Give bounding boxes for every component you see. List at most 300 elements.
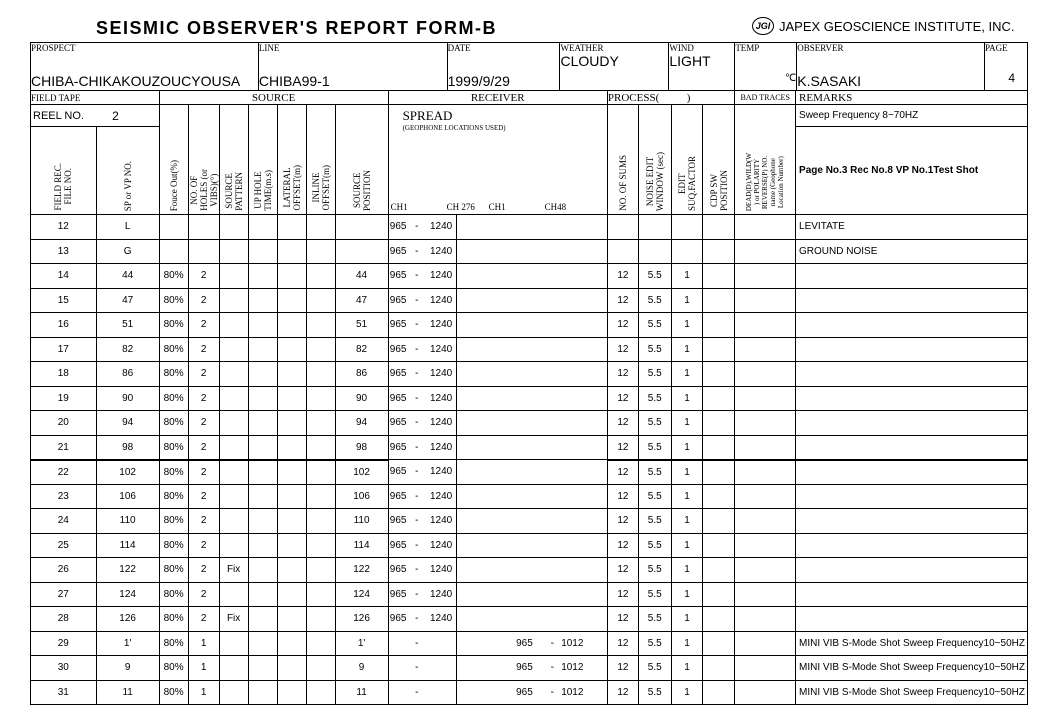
cell-a1: 965 <box>388 533 408 558</box>
cell-x1 <box>457 264 469 289</box>
cell-bad <box>735 460 796 485</box>
cell-a3: 1240 <box>426 337 457 362</box>
cell-force: 80% <box>159 656 188 681</box>
cell-a3: 1240 <box>426 582 457 607</box>
cell-a3 <box>426 680 457 705</box>
cell-sums: 12 <box>607 362 638 387</box>
cell-force: 80% <box>159 558 188 583</box>
cell-b1 <box>503 558 546 583</box>
cell-x4 <box>586 288 607 313</box>
cell-b1 <box>503 239 546 264</box>
company-name: JAPEX GEOSCIENCE INSTITUTE, INC. <box>779 18 1015 34</box>
cell-edit <box>671 239 703 264</box>
cell-b2 <box>546 239 559 264</box>
table-row <box>31 215 1028 240</box>
cell-b2: - <box>546 680 559 705</box>
cell-edit: 1 <box>671 484 703 509</box>
cell-srcpos: 90 <box>335 386 388 411</box>
cell-bad <box>735 313 796 338</box>
cell-sp: 126 <box>96 607 159 632</box>
cell-b2 <box>546 337 559 362</box>
cell-inline <box>306 386 335 411</box>
cell-bad <box>735 484 796 509</box>
cell-x2 <box>469 607 481 632</box>
cell-b3 <box>559 386 586 411</box>
cell-edit <box>671 215 703 240</box>
cell-sp: 94 <box>96 411 159 436</box>
date-value: 1999/9/29 <box>447 73 510 89</box>
source-section-label: SOURCE <box>159 91 388 105</box>
cell-cdp <box>703 411 735 436</box>
cell-x2 <box>469 435 481 460</box>
cell-noise: 5.5 <box>638 656 671 681</box>
field-tape-label: FIELD TAPE <box>31 91 160 105</box>
cell-edit: 1 <box>671 435 703 460</box>
cell-x3 <box>482 239 503 264</box>
cell-edit: 1 <box>671 509 703 534</box>
cell-holes: 2 <box>188 386 219 411</box>
cell-file: 27 <box>31 582 97 607</box>
cell-noise: 5.5 <box>638 558 671 583</box>
cell-sums: 12 <box>607 435 638 460</box>
cell-x4 <box>586 533 607 558</box>
cell-x1 <box>457 484 469 509</box>
cell-inline <box>306 680 335 705</box>
cell-sums: 12 <box>607 656 638 681</box>
cell-x1 <box>457 509 469 534</box>
cell-x2 <box>469 484 481 509</box>
cell-noise: 5.5 <box>638 313 671 338</box>
cell-x1 <box>457 313 469 338</box>
cell-x2 <box>469 631 481 656</box>
weather-cell <box>560 43 669 91</box>
cell-x1 <box>457 631 469 656</box>
cell-sums: 12 <box>607 264 638 289</box>
cell-x1 <box>457 411 469 436</box>
cell-b2 <box>546 484 559 509</box>
cell-x2 <box>469 337 481 362</box>
cell-remark <box>796 558 1028 583</box>
cell-file: 29 <box>31 631 97 656</box>
table-row <box>31 509 1028 534</box>
cell-holes: 1 <box>188 656 219 681</box>
cell-file: 26 <box>31 558 97 583</box>
cell-file: 25 <box>31 533 97 558</box>
cell-holes: 2 <box>188 582 219 607</box>
cell-uphole <box>248 533 277 558</box>
cell-bad <box>735 264 796 289</box>
cell-edit: 1 <box>671 680 703 705</box>
cell-a3: 1240 <box>426 460 457 485</box>
cell-inline <box>306 607 335 632</box>
cell-sp: 11 <box>96 680 159 705</box>
cell-sp: 51 <box>96 313 159 338</box>
sp-header <box>96 127 159 215</box>
cell-pattern <box>219 264 248 289</box>
cell-x3 <box>482 484 503 509</box>
cell-x1 <box>457 558 469 583</box>
cell-inline <box>306 288 335 313</box>
page-note: Page No.3 Rec No.8 VP No.1Test Shot <box>796 127 1028 215</box>
sums-header <box>607 105 638 215</box>
cell-a1: 965 <box>388 435 408 460</box>
cell-lateral <box>277 509 306 534</box>
cell-x2 <box>469 264 481 289</box>
cell-inline <box>306 411 335 436</box>
cell-sums: 12 <box>607 386 638 411</box>
cell-edit: 1 <box>671 411 703 436</box>
cell-uphole <box>248 239 277 264</box>
cell-a2: - <box>408 215 426 240</box>
table-row <box>31 313 1028 338</box>
cell-pattern <box>219 239 248 264</box>
cell-edit: 1 <box>671 288 703 313</box>
cell-file: 15 <box>31 288 97 313</box>
cell-x3 <box>482 337 503 362</box>
page-cell <box>984 43 1027 91</box>
cell-a3: 1240 <box>426 607 457 632</box>
file-header-text: FIELD REC. FILE NO. <box>53 163 74 211</box>
cell-sums: 12 <box>607 582 638 607</box>
cell-lateral <box>277 337 306 362</box>
wind-cell <box>669 43 735 91</box>
cell-holes: 2 <box>188 264 219 289</box>
remarks-label: REMARKS <box>796 91 1028 105</box>
temp-cell <box>735 43 797 91</box>
cell-edit: 1 <box>671 656 703 681</box>
date-label: DATE <box>447 43 471 53</box>
cell-remark <box>796 460 1028 485</box>
table-row <box>31 337 1028 362</box>
cell-remark: MINI VIB S-Mode Shot Sweep Frequency10~50HZ <box>796 680 1028 705</box>
cell-x2 <box>469 656 481 681</box>
cell-uphole <box>248 460 277 485</box>
cell-inline <box>306 337 335 362</box>
cell-b1 <box>503 533 546 558</box>
info-header-table <box>30 42 1028 91</box>
cell-noise <box>638 215 671 240</box>
cell-x1 <box>457 460 469 485</box>
cell-a2: - <box>408 411 426 436</box>
data-rows <box>31 215 1028 705</box>
cell-x2 <box>469 313 481 338</box>
cell-b1 <box>503 411 546 436</box>
cell-a1: 965 <box>388 386 408 411</box>
cell-cdp <box>703 680 735 705</box>
cell-x1 <box>457 337 469 362</box>
cell-x2 <box>469 239 481 264</box>
cell-b3: 1012 <box>559 656 586 681</box>
cell-x2 <box>469 411 481 436</box>
cell-cdp <box>703 656 735 681</box>
force-header-text: Fouce Out(%) <box>168 159 179 211</box>
cell-a1: 965 <box>388 582 408 607</box>
cell-a2: - <box>408 509 426 534</box>
cell-sums: 12 <box>607 509 638 534</box>
cell-a1: 965 <box>388 509 408 534</box>
cell-x1 <box>457 607 469 632</box>
cell-pattern <box>219 509 248 534</box>
cell-inline <box>306 362 335 387</box>
cell-cdp <box>703 484 735 509</box>
edit-header-text: EDIT SUQ.FACTOR <box>677 156 698 211</box>
cell-sp: L <box>96 215 159 240</box>
cell-lateral <box>277 288 306 313</box>
cell-sums: 12 <box>607 607 638 632</box>
cell-x3 <box>482 656 503 681</box>
cell-b2 <box>546 533 559 558</box>
cell-sums: 12 <box>607 460 638 485</box>
cell-holes: 2 <box>188 313 219 338</box>
cell-inline <box>306 582 335 607</box>
cell-pattern <box>219 313 248 338</box>
cell-a1: 965 <box>388 288 408 313</box>
table-row <box>31 582 1028 607</box>
holes-header-text: NO. OF HOLES (or VIBS)(°) <box>188 169 219 211</box>
table-row <box>31 362 1028 387</box>
cell-b3: 1012 <box>559 680 586 705</box>
cell-b2 <box>546 509 559 534</box>
cell-noise: 5.5 <box>638 607 671 632</box>
cell-x3 <box>482 215 503 240</box>
cell-pattern <box>219 215 248 240</box>
cell-srcpos: 86 <box>335 362 388 387</box>
cell-lateral <box>277 680 306 705</box>
cell-a1: 965 <box>388 558 408 583</box>
cell-inline <box>306 558 335 583</box>
page-value: 4 <box>1008 71 1015 85</box>
cell-a2: - <box>408 631 426 656</box>
cell-a2: - <box>408 239 426 264</box>
cell-uphole <box>248 607 277 632</box>
cell-cdp <box>703 558 735 583</box>
cell-holes: 2 <box>188 558 219 583</box>
cell-b1 <box>503 313 546 338</box>
cell-a2: - <box>408 288 426 313</box>
cell-force: 80% <box>159 264 188 289</box>
cell-b2 <box>546 215 559 240</box>
cell-x4 <box>586 313 607 338</box>
cell-x3 <box>482 533 503 558</box>
cell-srcpos: 94 <box>335 411 388 436</box>
cell-holes: 2 <box>188 484 219 509</box>
cell-x3 <box>482 631 503 656</box>
cell-srcpos: 11 <box>335 680 388 705</box>
cell-remark <box>796 533 1028 558</box>
cell-sums: 12 <box>607 313 638 338</box>
cell-a3: 1240 <box>426 435 457 460</box>
cell-edit: 1 <box>671 607 703 632</box>
jgi-logo-icon: JGI <box>752 17 774 35</box>
cell-b3 <box>559 313 586 338</box>
cell-pattern <box>219 362 248 387</box>
cell-srcpos: 122 <box>335 558 388 583</box>
cell-inline <box>306 656 335 681</box>
cell-b2 <box>546 582 559 607</box>
cell-a3: 1240 <box>426 411 457 436</box>
cell-sp: 102 <box>96 460 159 485</box>
cell-sp: 9 <box>96 656 159 681</box>
cell-a2: - <box>408 607 426 632</box>
cell-holes: 2 <box>188 288 219 313</box>
cell-lateral <box>277 264 306 289</box>
cell-x4 <box>586 386 607 411</box>
date-cell <box>447 43 560 91</box>
cell-x2 <box>469 558 481 583</box>
cell-remark <box>796 264 1028 289</box>
cell-uphole <box>248 264 277 289</box>
cell-pattern <box>219 460 248 485</box>
cell-srcpos: 106 <box>335 484 388 509</box>
cell-x1 <box>457 362 469 387</box>
cell-srcpos: 126 <box>335 607 388 632</box>
cell-pattern: Fix <box>219 607 248 632</box>
cell-b3 <box>559 509 586 534</box>
page-label: PAGE <box>984 43 1008 53</box>
cell-pattern <box>219 288 248 313</box>
cell-file: 21 <box>31 435 97 460</box>
cell-holes: 2 <box>188 533 219 558</box>
cell-holes: 1 <box>188 631 219 656</box>
cell-file: 14 <box>31 264 97 289</box>
cell-edit: 1 <box>671 631 703 656</box>
cell-lateral <box>277 435 306 460</box>
cell-uphole <box>248 411 277 436</box>
cell-uphole <box>248 362 277 387</box>
force-header <box>159 105 188 215</box>
cell-b2 <box>546 607 559 632</box>
cell-a1: 965 <box>388 337 408 362</box>
cell-b3 <box>559 607 586 632</box>
cell-x4 <box>586 631 607 656</box>
cell-x3 <box>482 435 503 460</box>
cell-srcpos: 9 <box>335 656 388 681</box>
cell-remark <box>796 337 1028 362</box>
cell-a1: 965 <box>388 607 408 632</box>
prospect-cell <box>31 43 259 91</box>
temp-unit: ℃ <box>785 73 797 84</box>
cell-a2: - <box>408 558 426 583</box>
cell-noise: 5.5 <box>638 460 671 485</box>
cell-x2 <box>469 582 481 607</box>
cell-b3 <box>559 411 586 436</box>
pattern-header-text: SOURCE PATTERN <box>223 172 244 211</box>
table-row <box>31 239 1028 264</box>
cell-b2 <box>546 435 559 460</box>
wind-value: LIGHT <box>669 53 711 69</box>
cell-b1 <box>503 582 546 607</box>
cell-b2 <box>546 288 559 313</box>
cell-bad <box>735 680 796 705</box>
sums-header-text: NO. OF SUMS <box>617 155 628 211</box>
cell-inline <box>306 533 335 558</box>
cell-file: 18 <box>31 362 97 387</box>
cell-a1: 965 <box>388 239 408 264</box>
cell-a3 <box>426 656 457 681</box>
cell-remark <box>796 288 1028 313</box>
cell-force: 80% <box>159 582 188 607</box>
cell-force: 80% <box>159 631 188 656</box>
cell-x3 <box>482 558 503 583</box>
table-row <box>31 411 1028 436</box>
cell-b1 <box>503 607 546 632</box>
cell-cdp <box>703 582 735 607</box>
cell-sp: 86 <box>96 362 159 387</box>
cell-pattern <box>219 337 248 362</box>
cell-inline <box>306 264 335 289</box>
prospect-value: CHIBA-CHIKAKOUZOUCYOUSA <box>31 73 241 89</box>
cell-x4 <box>586 656 607 681</box>
cell-x3 <box>482 386 503 411</box>
line-cell <box>258 43 447 91</box>
process-section-label: PROCESS( ) <box>607 91 734 105</box>
cell-edit: 1 <box>671 337 703 362</box>
cell-b3 <box>559 288 586 313</box>
lateral-header <box>277 105 306 215</box>
cell-file: 28 <box>31 607 97 632</box>
company-block <box>752 17 1014 35</box>
cell-lateral <box>277 607 306 632</box>
cell-a3: 1240 <box>426 264 457 289</box>
cell-x1 <box>457 288 469 313</box>
cell-x2 <box>469 288 481 313</box>
cell-force: 80% <box>159 607 188 632</box>
cell-sp: 44 <box>96 264 159 289</box>
cell-x3 <box>482 362 503 387</box>
cell-b3 <box>559 533 586 558</box>
cell-cdp <box>703 509 735 534</box>
cell-lateral <box>277 533 306 558</box>
cell-cdp <box>703 313 735 338</box>
receiver-section-label: RECEIVER <box>388 91 607 105</box>
cell-cdp <box>703 435 735 460</box>
cell-a3: 1240 <box>426 215 457 240</box>
cell-remark <box>796 386 1028 411</box>
inline-header-text: INLINE OFFSET(m) <box>310 165 331 211</box>
cell-bad <box>735 386 796 411</box>
cell-remark: MINI VIB S-Mode Shot Sweep Frequency10~50HZ <box>796 656 1028 681</box>
cell-cdp <box>703 533 735 558</box>
cell-remark <box>796 411 1028 436</box>
cell-x2 <box>469 215 481 240</box>
cell-a3 <box>426 631 457 656</box>
cell-cdp <box>703 386 735 411</box>
cell-sums: 12 <box>607 558 638 583</box>
cell-x3 <box>482 411 503 436</box>
cell-a2: - <box>408 264 426 289</box>
cell-holes: 1 <box>188 680 219 705</box>
cell-remark <box>796 607 1028 632</box>
cell-holes <box>188 215 219 240</box>
cell-b3 <box>559 484 586 509</box>
cell-srcpos: 110 <box>335 509 388 534</box>
cell-uphole <box>248 631 277 656</box>
cell-lateral <box>277 411 306 436</box>
cell-force <box>159 215 188 240</box>
cell-force: 80% <box>159 435 188 460</box>
cell-remark <box>796 582 1028 607</box>
observer-value: K.SASAKI <box>797 73 862 89</box>
cell-uphole <box>248 337 277 362</box>
cell-uphole <box>248 484 277 509</box>
cell-x1 <box>457 680 469 705</box>
cell-srcpos: 82 <box>335 337 388 362</box>
cell-force: 80% <box>159 386 188 411</box>
cell-b1: 965 <box>503 680 546 705</box>
cell-srcpos: 47 <box>335 288 388 313</box>
observer-cell <box>797 43 985 91</box>
cell-x1 <box>457 215 469 240</box>
